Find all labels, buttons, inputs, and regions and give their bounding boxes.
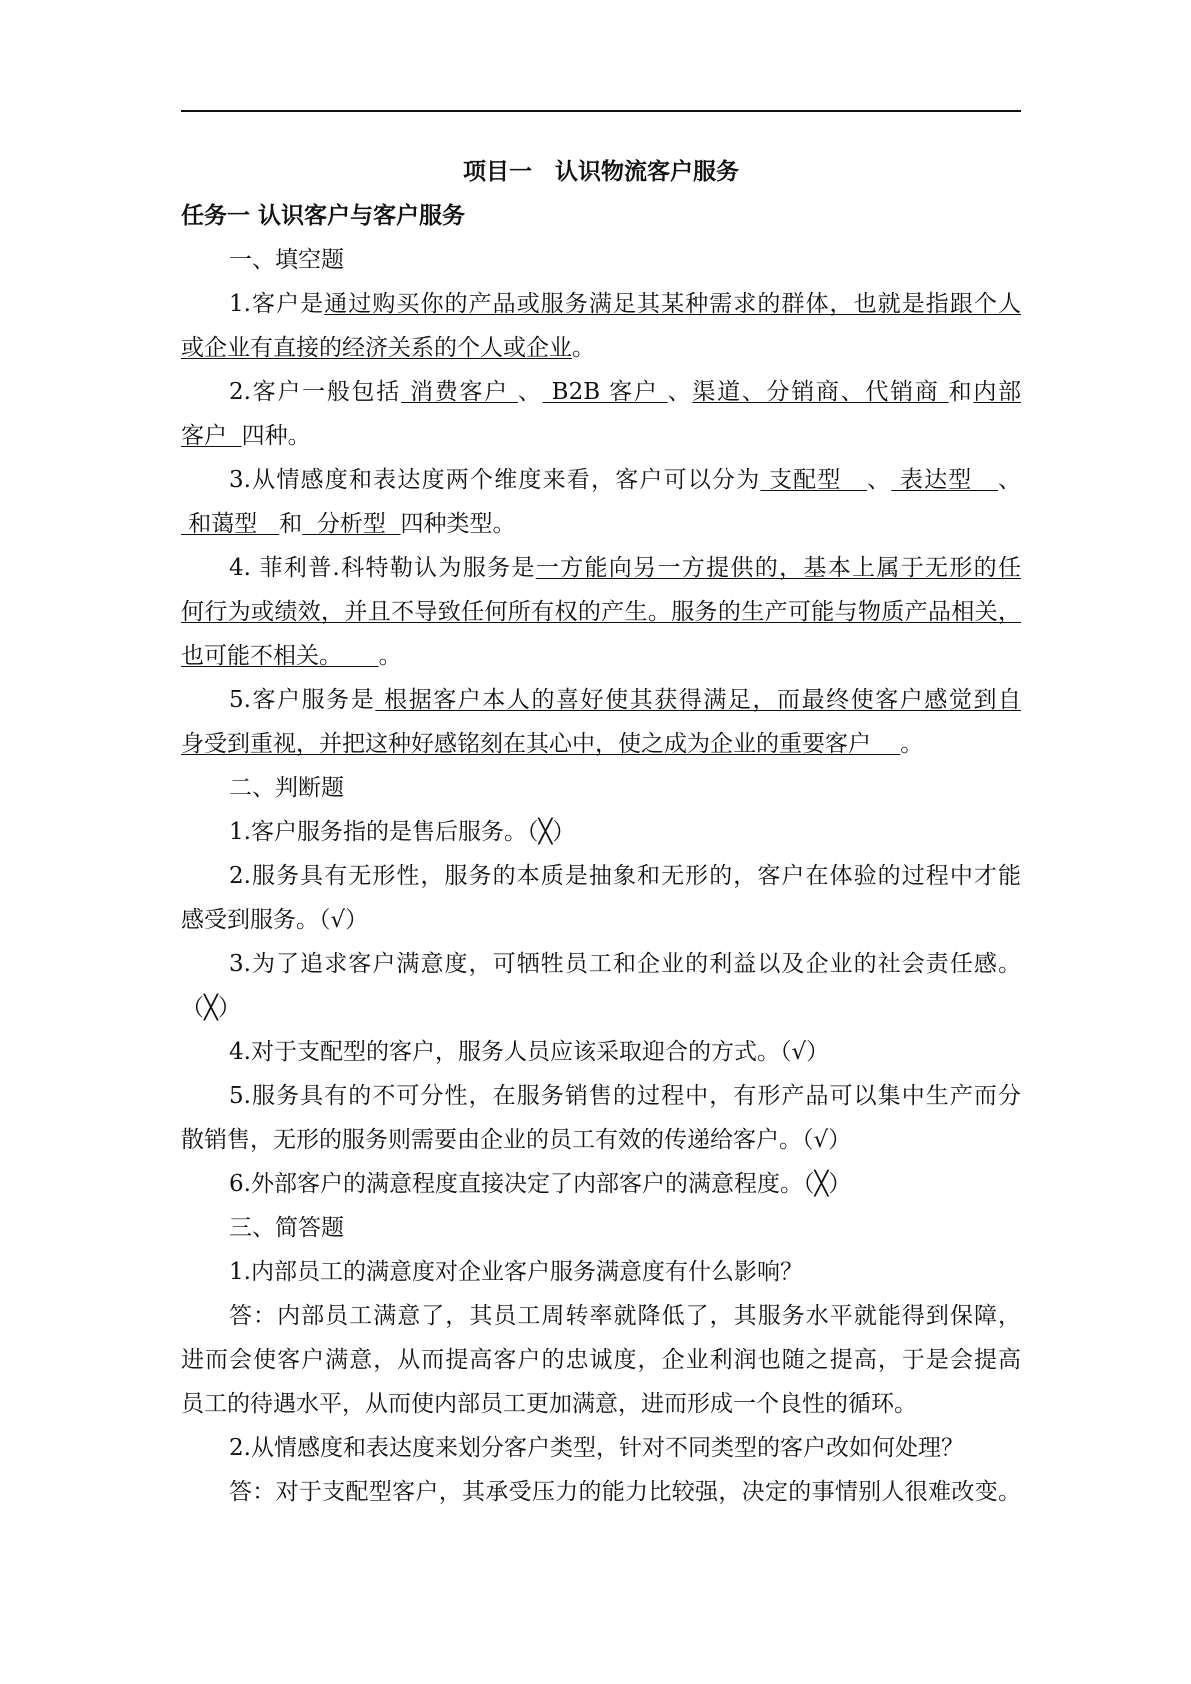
fill-q2-blank-4-cont: 客户 bbox=[181, 423, 242, 449]
judge-q5-line-1: 5.服务具有的不可分性，在服务销售的过程中，有形产品可以集中生产而分 bbox=[229, 1083, 1021, 1109]
section-heading-fill: 一、填空题 bbox=[229, 247, 344, 273]
fill-q2-blank-3: 渠道、分销商、代销商 bbox=[692, 379, 949, 405]
fill-q3-line-1 bbox=[181, 458, 1021, 502]
fill-q2-blank-1: 消费客户 bbox=[400, 379, 518, 405]
fill-q3-blank-3: 和蔼型 bbox=[181, 511, 280, 537]
fill-q4-answer: 一方能向另一方提供的，基本上属于无形的任 bbox=[535, 555, 1021, 581]
fill-q3-sep-2: 、 bbox=[998, 467, 1021, 493]
judge-q3-line-1: 3.为了追求客户满意度，可牺牲员工和企业的利益以及企业的社会责任感。 bbox=[229, 951, 1021, 977]
fill-q4-end: 。 bbox=[378, 643, 402, 669]
fill-q2-line-1 bbox=[181, 370, 1021, 414]
fill-q2-prefix: 2.客户一般包括 bbox=[229, 379, 401, 405]
fill-q2-blank-4: 内部 bbox=[973, 379, 1021, 405]
judge-q6: 6.外部客户的满意程度直接决定了内部客户的满意程度。（╳） bbox=[229, 1171, 852, 1197]
fill-q1-prefix: 1.客户是 bbox=[229, 291, 325, 317]
document-body bbox=[181, 150, 1021, 1514]
fill-q1-answer-cont: 或企业有直接的经济关系的个人或企业 bbox=[181, 335, 572, 361]
fill-q5-line-2 bbox=[181, 722, 1021, 766]
fill-q3-end: 四种类型。 bbox=[400, 511, 516, 537]
judge-q2-line-2: 感受到服务。（√） bbox=[181, 907, 369, 933]
fill-q5-answer-cont: 身受到重视，并把这种好感铭刻在其心中，使之成为企业的重要客户 bbox=[181, 731, 901, 757]
fill-q4-answer-cont-2: 也可能不相关。 bbox=[181, 643, 379, 669]
fill-q2-end: 四种。 bbox=[241, 423, 311, 449]
fill-q3-sep-3: 和 bbox=[279, 511, 303, 537]
fill-q4-answer-cont-1: 何行为或绩效，并且不导致任何所有权的产生。服务的生产可能与物质产品相关， bbox=[181, 599, 1021, 625]
header-rule bbox=[181, 110, 1021, 112]
fill-q1-line-2 bbox=[181, 326, 1021, 370]
fill-q4-line-2 bbox=[181, 590, 1021, 634]
fill-q4-line-1 bbox=[181, 546, 1021, 590]
short-a1-line-3: 员工的待遇水平，从而使内部员工更加满意，进而形成一个良性的循环。 bbox=[181, 1391, 917, 1417]
fill-q5-line-1 bbox=[181, 678, 1021, 722]
fill-q3-blank-2: 表达型 bbox=[891, 467, 999, 493]
project-title: 项目一 认识物流客户服务 bbox=[463, 158, 739, 185]
fill-q5-answer: 根据客户本人的喜好使其获得满足，而最终使客户感觉到自 bbox=[375, 687, 1021, 713]
fill-q2-blank-2: B2B 客户 bbox=[542, 379, 668, 405]
fill-q5-prefix: 5.客户服务是 bbox=[229, 687, 376, 713]
short-a1-line-1: 答：内部员工满意了，其员工周转率就降低了，其服务水平就能得到保障， bbox=[229, 1303, 1021, 1329]
section-heading-short: 三、简答题 bbox=[229, 1215, 344, 1241]
fill-q1-end: 。 bbox=[572, 335, 595, 361]
judge-q2-line-1: 2.服务具有无形性，服务的本质是抽象和无形的，客户在体验的过程中才能 bbox=[229, 863, 1021, 889]
fill-q3-blank-1: 支配型 bbox=[760, 467, 868, 493]
short-a1-line-2: 进而会使客户满意，从而提高客户的忠诚度，企业利润也随之提高，于是会提高 bbox=[181, 1347, 1021, 1373]
fill-q1-answer: 通过购买你的产品或服务满足其某种需求的群体，也就是指跟个人 bbox=[324, 291, 1021, 317]
task-heading: 任务一 认识客户与客户服务 bbox=[181, 202, 466, 229]
fill-q4-line-3 bbox=[181, 634, 1021, 678]
fill-q3-sep-1: 、 bbox=[867, 467, 892, 493]
judge-q3-line-2: （╳） bbox=[181, 995, 241, 1021]
section-heading-judge: 二、判断题 bbox=[229, 775, 344, 801]
fill-q5-end: 。 bbox=[900, 731, 924, 757]
fill-q2-sep-1: 、 bbox=[517, 379, 543, 405]
fill-q3-prefix: 3.从情感度和表达度两个维度来看，客户可以分为 bbox=[229, 467, 761, 493]
judge-q5-line-2: 散销售，无形的服务则需要由企业的员工有效的传递给客户。（√） bbox=[181, 1127, 852, 1153]
short-a2-line-1: 答：对于支配型客户，其承受压力的能力比较强，决定的事情别人很难改变。 bbox=[229, 1479, 1021, 1505]
judge-q1: 1.客户服务指的是售后服务。（╳） bbox=[229, 819, 576, 845]
short-q2: 2.从情感度和表达度来划分客户类型，针对不同类型的客户改如何处理？ bbox=[229, 1435, 964, 1461]
fill-q3-line-2 bbox=[181, 502, 1021, 546]
fill-q1-line-1 bbox=[181, 282, 1021, 326]
fill-q4-prefix: 4. 菲利普.科特勒认为服务是 bbox=[229, 555, 536, 581]
short-q1: 1.内部员工的满意度对企业客户服务满意度有什么影响？ bbox=[229, 1259, 803, 1285]
fill-q2-sep-2: 、 bbox=[667, 379, 693, 405]
judge-q4: 4.对于支配型的客户，服务人员应该采取迎合的方式。（√） bbox=[229, 1039, 830, 1065]
fill-q2-line-2 bbox=[181, 414, 1021, 458]
fill-q3-blank-4: 分析型 bbox=[302, 511, 401, 537]
fill-q2-sep-3: 和 bbox=[948, 379, 974, 405]
